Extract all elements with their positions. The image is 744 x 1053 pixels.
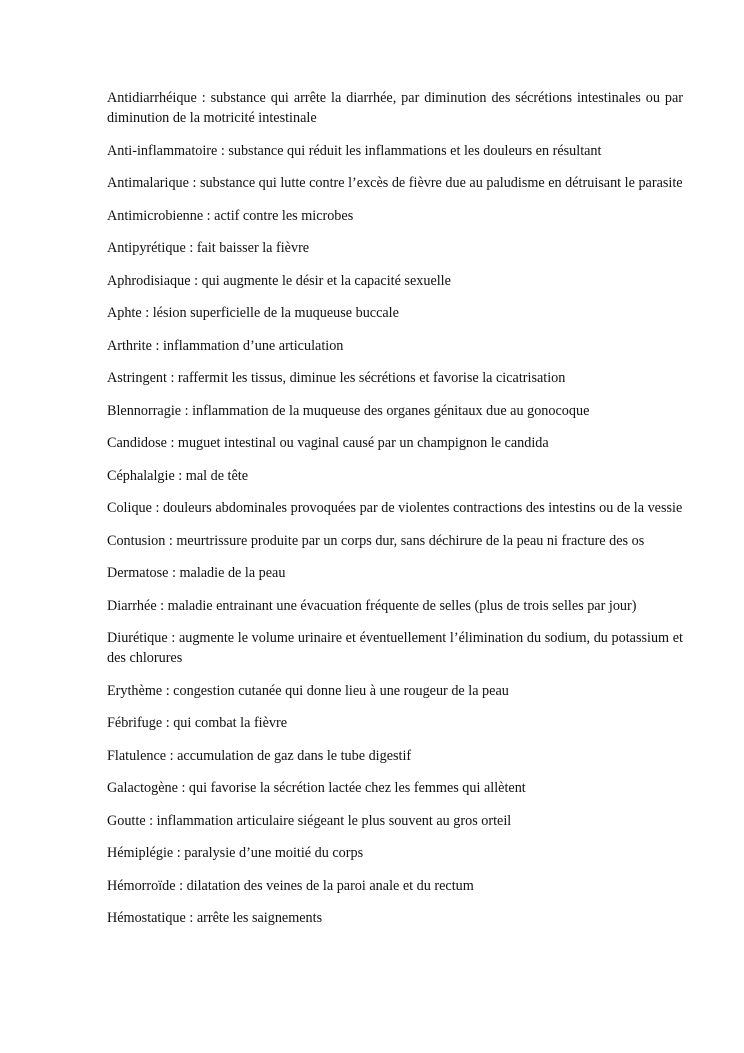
glossary-entry-aphte: Aphte : lésion superficielle de la muqueuse buccale: [107, 305, 399, 321]
glossary-page: [107, 88, 683, 941]
glossary-entry-arthrite: Arthrite : inflammation d’une articulation: [107, 337, 344, 354]
glossary-entry-anti-inflammatoire: Anti-inflammatoire : substance qui réduit les inflammations et les douleurs en résultant: [107, 142, 602, 159]
glossary-entry-antimicrobienne: Antimicrobienne : actif contre les microbes: [107, 207, 354, 224]
glossary-entry-antidiarrheique: Antidiarrhéique : substance qui arrête la diarrhée, par diminution des sécrétions intestinales ou par diminution de la motricité intestinale: [107, 90, 683, 126]
glossary-entry-flatulence: Flatulence : accumulation de gaz dans le tube digestif: [107, 747, 412, 764]
glossary-entry-contusion: Contusion : meurtrissure produite par un corps dur, sans déchirure de la peau ni fracture des os: [107, 532, 645, 549]
glossary-entry-dermatose: Dermatose : maladie de la peau: [107, 565, 286, 581]
glossary-entry-diuretique: Diurétique : augmente le volume urinaire et éventuellement l’élimination du sodium, du potassium et des chlorures: [107, 630, 683, 666]
glossary-entry-erytheme: Erythème : congestion cutanée qui donne lieu à une rougeur de la peau: [107, 682, 509, 699]
glossary-entry-astringent: Astringent : raffermit les tissus, diminue les sécrétions et favorise la cicatrisation: [107, 370, 566, 386]
glossary-entry-goutte: Goutte : inflammation articulaire siégeant le plus souvent au gros orteil: [107, 812, 512, 829]
glossary-entry-hemiplegie: Hémiplégie : paralysie d’une moitié du corps: [107, 845, 364, 861]
glossary-entry-galactogene: Galactogène : qui favorise la sécrétion lactée chez les femmes qui allètent: [107, 780, 526, 796]
glossary-entry-aphrodisiaque: Aphrodisiaque : qui augmente le désir et la capacité sexuelle: [107, 272, 451, 289]
glossary-entry-diarrhee: Diarrhée : maladie entrainant une évacuation fréquente de selles (plus de trois selles par jour): [107, 597, 637, 614]
glossary-entry-candidose: Candidose : muguet intestinal ou vaginal causé par un champignon le candida: [107, 435, 549, 451]
glossary-entry-blennorragie: Blennorragie : inflammation de la muqueuse des organes génitaux due au gonocoque: [107, 402, 590, 419]
glossary-entry-hemorroide: Hémorroïde : dilatation des veines de la paroi anale et du rectum: [107, 877, 474, 894]
glossary-entry-antipyretique: Antipyrétique : fait baisser la fièvre: [107, 240, 310, 256]
glossary-entry-hemostatique: Hémostatique : arrête les saignements: [107, 910, 323, 926]
glossary-entry-cephalalgie: Céphalalgie : mal de tête: [107, 467, 249, 484]
glossary-entry-febrifuge: Fébrifuge : qui combat la fièvre: [107, 715, 288, 731]
glossary-entry-antimalarique: Antimalarique : substance qui lutte contre l’excès de fièvre due au paludisme en détruisant le parasite: [107, 175, 683, 191]
glossary-entry-colique: Colique : douleurs abdominales provoquées par de violentes contractions des intestins ou de la vessie: [107, 500, 683, 516]
